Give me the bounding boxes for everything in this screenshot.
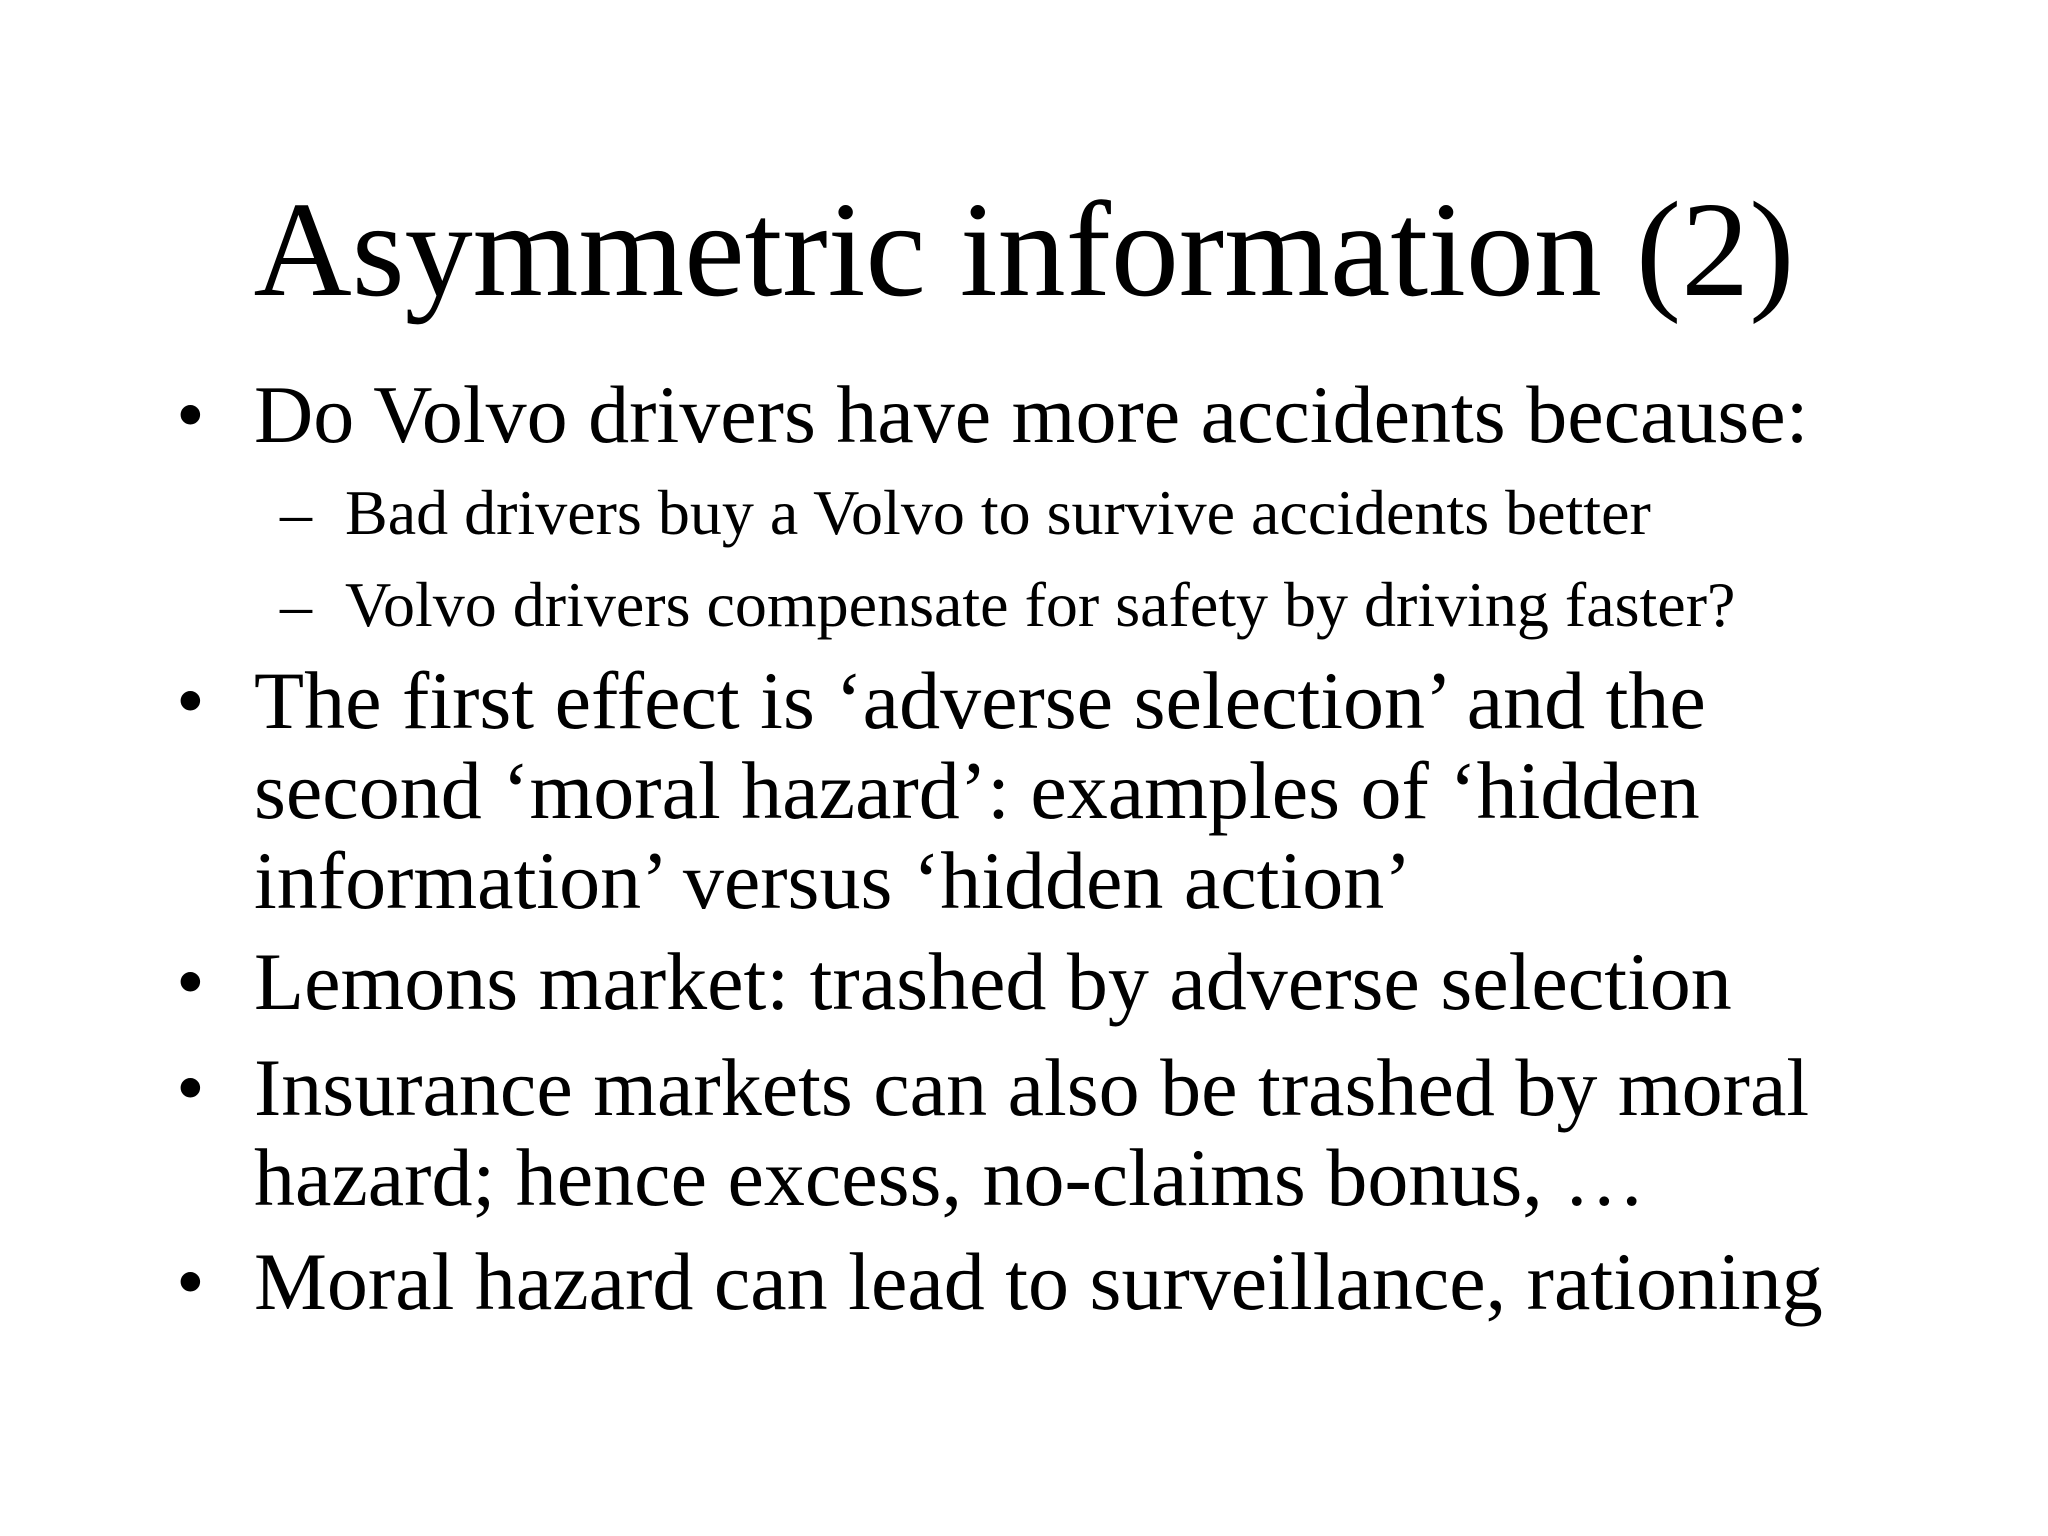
bullet-text: Moral hazard can lead to surveillance, rationing (254, 1236, 1823, 1327)
bullet-text: The first effect is ‘adverse selection’ and the second ‘moral hazard’: examples of ‘hidden information’ versus ‘hidden action’ (254, 655, 1706, 926)
bullet-text: Do Volvo drivers have more accidents because: (254, 369, 1809, 460)
bullet-text: Lemons market: trashed by adverse selection (254, 936, 1732, 1027)
sub-bullet-text: Bad drivers buy a Volvo to survive accidents better (345, 477, 1651, 548)
dash-icon: – (280, 569, 312, 640)
bullet-dot-icon: • (176, 369, 205, 460)
slide-title: Asymmetric information (2) (253, 175, 1795, 325)
bullet-text: Insurance markets can also be trashed by moral hazard; hence excess, no-claims bonus, … (254, 1042, 1810, 1223)
bullet-dot-icon: • (176, 655, 205, 746)
bullet-dot-icon: • (176, 1042, 205, 1133)
sub-bullet-text: Volvo drivers compensate for safety by driving faster? (345, 569, 1736, 640)
bullet-dot-icon: • (176, 1236, 205, 1327)
bullet-dot-icon: • (176, 936, 205, 1027)
dash-icon: – (280, 477, 312, 548)
